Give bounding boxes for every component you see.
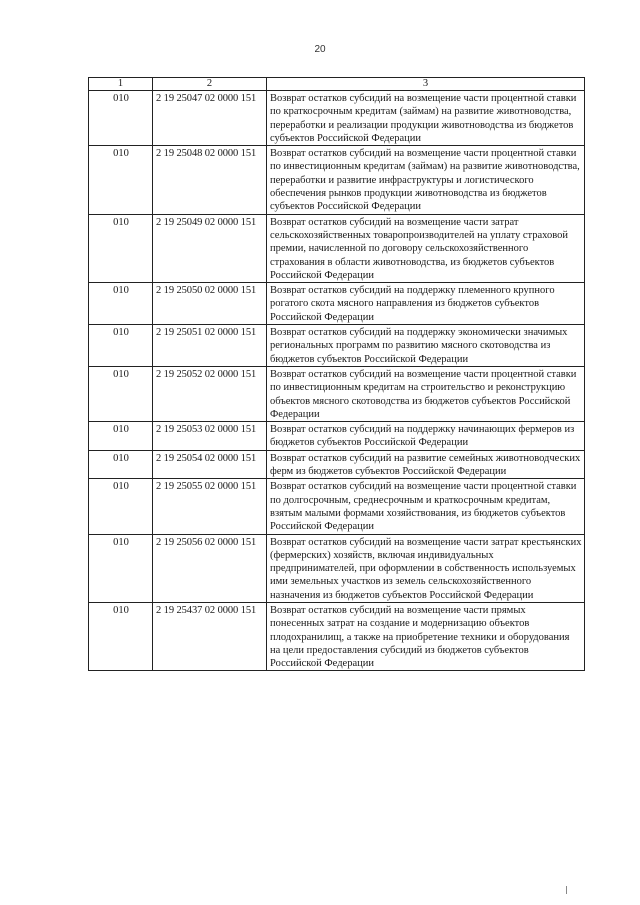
code-description: Возврат остатков субсидий на возмещение части процентной ставки по инвестиционным кредитам на строительство и реконструкцию объектов мясного скотоводства из бюджетов субъектов Российской Федерации [267,366,585,421]
code-description: Возврат остатков субсидий на возмещение части прямых понесенных затрат на создание и модернизацию объектов плодохранилищ, а также на приобретение техники и оборудования на цели предоставления субсидий из бюджетов субъектов Российской Федерации [267,602,585,670]
code-description: Возврат остатков субсидий на поддержку племенного крупного рогатого скота мясного направления из бюджетов субъектов Российской Федерации [267,283,585,325]
table-row [89,214,585,282]
header-col-1: 1 [89,78,153,91]
budget-codes-table [88,77,585,671]
table-header-row [89,78,585,91]
code-description: Возврат остатков субсидий на развитие семейных животноводческих ферм из бюджетов субъектов Российской Федерации [267,450,585,479]
code-description: Возврат остатков субсидий на поддержку начинающих фермеров из бюджетов субъектов Российской Федерации [267,422,585,451]
code-description: Возврат остатков субсидий на возмещение части затрат сельскохозяйственных товаропроизводителей на уплату страховой премии, начисленной по договору сельскохозяйственного страхования в области животноводства, из бюджетов субъектов Российской Федерации [267,214,585,282]
header-col-2: 2 [153,78,267,91]
table-row [89,450,585,479]
code-description: Возврат остатков субсидий на возмещение части процентной ставки по долгосрочным, среднесрочным и краткосрочным кредитам, взятым малыми формами хозяйствования, из бюджетов субъектов Российской Федерации [267,479,585,534]
budget-code: 2 19 25437 02 0000 151 [153,602,267,670]
table-row [89,283,585,325]
budget-code: 2 19 25049 02 0000 151 [153,214,267,282]
admin-code: 010 [89,534,153,602]
admin-code: 010 [89,91,153,146]
table-row [89,534,585,602]
scan-edge-mark [566,886,567,894]
table-row [89,422,585,451]
budget-code: 2 19 25048 02 0000 151 [153,146,267,214]
code-description: Возврат остатков субсидий на поддержку экономически значимых региональных программ по развитию мясного скотоводства из бюджетов субъектов Российской Федерации [267,325,585,367]
table-row [89,325,585,367]
budget-code: 2 19 25055 02 0000 151 [153,479,267,534]
table-row [89,602,585,670]
table-row [89,366,585,421]
page-number: 20 [314,44,326,55]
code-description: Возврат остатков субсидий на возмещение части затрат крестьянских (фермерских) хозяйств, включая индивидуальных предпринимателей, при оформлении в собственность используемых ими земельных участков из земель сельскохозяйственного назначения из бюджетов субъектов Российской Федерации [267,534,585,602]
budget-code: 2 19 25056 02 0000 151 [153,534,267,602]
header-col-3: 3 [267,78,585,91]
code-description: Возврат остатков субсидий на возмещение части процентной ставки по краткосрочным кредитам (займам) на развитие животноводства, переработки и реализации продукции животноводства из бюджетов субъектов Российской Федерации [267,91,585,146]
admin-code: 010 [89,602,153,670]
admin-code: 010 [89,146,153,214]
code-description: Возврат остатков субсидий на возмещение части процентной ставки по инвестиционным кредитам (займам) на развитие животноводства, переработки и развитие инфраструктуры и логистического обеспечения рынков продукции животноводства из бюджетов субъектов Российской Федерации [267,146,585,214]
table-row [89,479,585,534]
table-row [89,91,585,146]
table-row [89,146,585,214]
admin-code: 010 [89,479,153,534]
budget-code: 2 19 25052 02 0000 151 [153,366,267,421]
budget-code: 2 19 25051 02 0000 151 [153,325,267,367]
budget-code: 2 19 25054 02 0000 151 [153,450,267,479]
admin-code: 010 [89,366,153,421]
admin-code: 010 [89,325,153,367]
admin-code: 010 [89,450,153,479]
admin-code: 010 [89,214,153,282]
budget-code: 2 19 25050 02 0000 151 [153,283,267,325]
budget-code: 2 19 25047 02 0000 151 [153,91,267,146]
budget-code: 2 19 25053 02 0000 151 [153,422,267,451]
admin-code: 010 [89,283,153,325]
admin-code: 010 [89,422,153,451]
